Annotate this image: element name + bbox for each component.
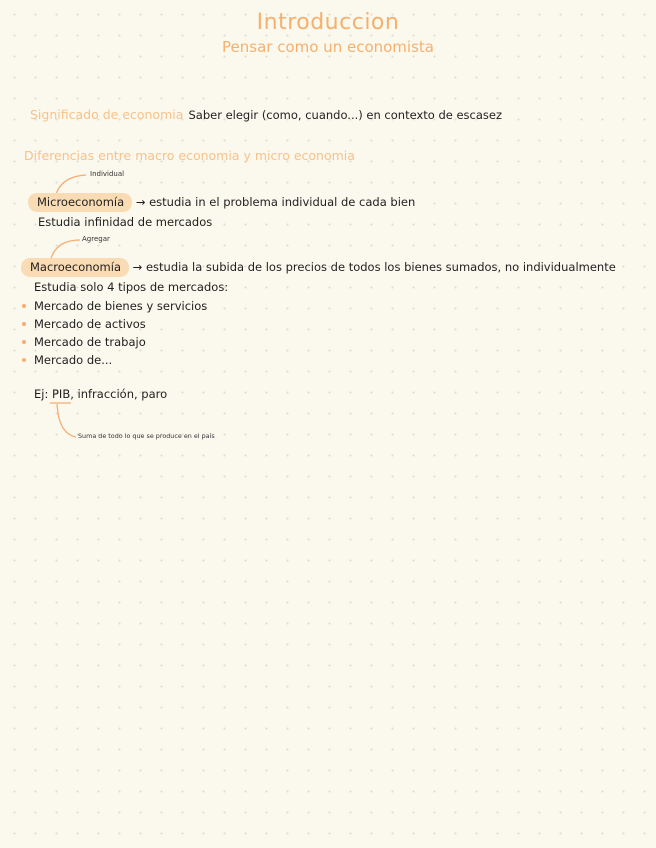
bullet-icon <box>22 322 26 326</box>
list-item: Mercado de bienes y servicios <box>22 297 207 315</box>
macro-term: Macroeconomía <box>21 258 129 277</box>
micro-extra: Estudia infinidad de mercados <box>38 215 213 229</box>
example-note-curve <box>57 404 76 437</box>
list-item: Mercado de... <box>22 351 207 369</box>
list-item: Mercado de activos <box>22 315 207 333</box>
micro-row <box>28 195 415 209</box>
bullet-icon <box>22 340 26 344</box>
list-item: Mercado de trabajo <box>22 333 207 351</box>
macro-note: Agregar <box>82 235 110 243</box>
example-note: Suma de todo lo que se produce en el país <box>78 432 215 440</box>
bullet-icon <box>22 358 26 362</box>
macro-description: estudia la subida de los precios de todos los bienes sumados, no individualmente <box>145 260 616 274</box>
macro-arrow: → <box>132 260 143 274</box>
micro-arrow: → <box>135 195 146 209</box>
micro-note: Individual <box>90 170 125 178</box>
macro-intro: Estudia solo 4 tipos de mercados: <box>34 280 229 294</box>
significado-row <box>30 104 502 123</box>
macro-row <box>21 260 616 274</box>
example-text: Ej: PIB, infracción, paro <box>34 387 168 401</box>
significado-text: Saber elegir (como, cuando...) en contexto de escasez <box>188 108 503 122</box>
bullet-icon <box>22 304 26 308</box>
micro-description: estudia in el problema individual de cada bien <box>149 195 416 209</box>
page-subtitle: Pensar como un economista <box>222 38 434 56</box>
micro-term: Microeconomía <box>28 193 132 212</box>
markets-list <box>22 297 207 369</box>
page-title: Introduccion <box>256 10 400 35</box>
diferencias-heading: Diferencias entre macro economia y micro economia <box>24 148 355 163</box>
significado-label: Significado de economia <box>30 107 184 122</box>
